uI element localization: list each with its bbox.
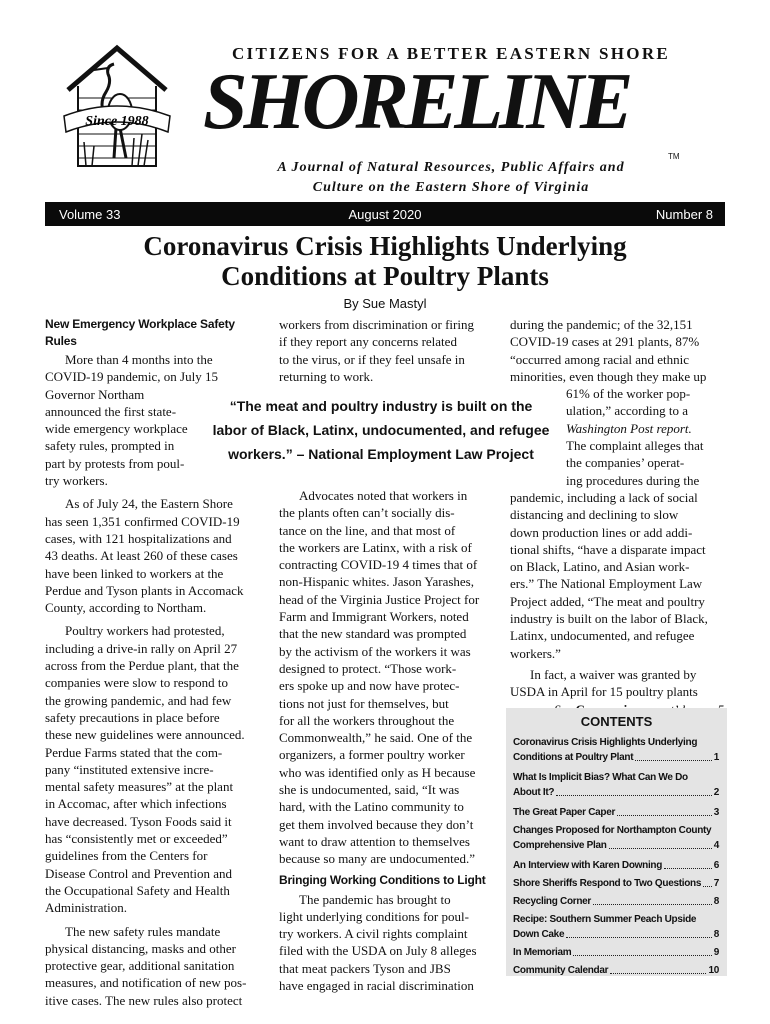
issue-volume: Volume 33 — [59, 207, 121, 222]
contents-item-title: About It? — [513, 787, 555, 798]
contents-item-row — [513, 894, 719, 909]
text-line: by the activism of the workers it was — [279, 643, 471, 659]
section-heading: Bringing Working Conditions to Light — [279, 872, 486, 887]
text-line: As of July 24, the Eastern Shore — [65, 496, 233, 512]
contents-item-row — [513, 876, 719, 891]
organization-name: CITIZENS FOR A BETTER EASTERN SHORE — [231, 44, 671, 63]
text-line: try workers. A civil rights complaint — [279, 926, 468, 942]
text-line: part by protests from poul- — [45, 455, 185, 471]
contents-item-title: Down Cake — [513, 929, 565, 940]
text-line: including a drive-in rally on April 27 — [45, 640, 238, 656]
contents-item-title: An Interview with Karen Downing — [513, 860, 663, 871]
text-line: returning to work. — [279, 368, 374, 384]
text-line: to the virus, or if they feel unsafe in — [279, 351, 465, 367]
contents-item[interactable] — [513, 912, 719, 942]
contents-page-number: 2 — [713, 787, 719, 798]
text-line: itive cases. The new rules also protect — [45, 992, 243, 1008]
text-line: pandemic, including a lack of social — [510, 489, 698, 505]
text-line: 43 deaths. At least 260 of these cases — [45, 548, 238, 564]
contents-page-number: 4 — [713, 840, 719, 851]
contents-page-number: 7 — [713, 878, 719, 889]
text-line: the companies’ operat- — [566, 455, 685, 471]
dot-leader — [635, 760, 711, 761]
contents-page-number: 8 — [713, 896, 719, 907]
text-line: safety rules, prompted in — [45, 438, 175, 454]
text-line: “occurred among racial and ethnic — [510, 351, 690, 367]
contents-item[interactable] — [513, 735, 719, 765]
section-heading: New Emergency Workplace Safety — [45, 317, 235, 331]
text-line: have engaged in racial discrimination — [279, 978, 474, 994]
contents-item-row — [513, 785, 719, 800]
text-line: head of the Virginia Justice Project for — [279, 591, 480, 607]
text-line: down production lines or add addi- — [510, 524, 693, 540]
trademark-mark: TM — [668, 152, 680, 161]
text-line: who was identified only as H because — [279, 764, 476, 780]
dot-leader — [664, 868, 712, 869]
issue-bar — [45, 202, 725, 226]
text-line: if they report any concerns related — [279, 334, 457, 350]
contents-page-number: 8 — [713, 929, 719, 940]
text-line: protective gear, additional sanitation — [45, 958, 235, 974]
text-line: Farm and Immigrant Workers, noted — [279, 609, 469, 625]
text-line: the growing pandemic, and had few — [45, 692, 232, 708]
text-line: that meat packers Tyson and JBS — [279, 960, 451, 976]
contents-item[interactable] — [513, 945, 719, 960]
text-line: The pandemic has brought to — [299, 891, 451, 907]
heron-emblem-icon — [62, 42, 172, 174]
contents-item-title: In Memoriam — [513, 947, 572, 958]
text-line: Governor Northam — [45, 386, 145, 402]
dot-leader — [617, 815, 712, 816]
text-line: Perdue Farms stated that the com- — [45, 744, 223, 760]
contents-page-number: 3 — [713, 807, 719, 818]
contents-item-row — [513, 750, 719, 765]
text-line: ing procedures during the — [566, 472, 700, 488]
pull-quote-line: workers.” – National Employment Law Project — [228, 446, 534, 462]
text-line: organizers, a former poultry worker — [279, 747, 465, 763]
text-line: Administration. — [45, 900, 127, 916]
text-line: workers.” — [510, 645, 561, 661]
text-line: for all the workers throughout the — [279, 712, 455, 728]
contents-list — [506, 735, 727, 978]
contents-item-row — [513, 838, 719, 853]
text-line: announced the first state- — [45, 403, 177, 419]
contents-item[interactable] — [513, 805, 719, 820]
contents-item-row — [513, 805, 719, 820]
text-line: that the new standard was prompted — [279, 626, 467, 642]
text-line: Poultry workers had protested, — [65, 623, 225, 639]
text-line: minorities, even though they make up — [510, 368, 707, 384]
contents-page-number: 6 — [713, 860, 719, 871]
text-line: Perdue and Tyson plants in Accomack — [45, 582, 244, 598]
text-line: across from the Perdue plant, that the — [45, 658, 239, 674]
text-line: industry is built on the labor of Black, — [510, 611, 708, 627]
text-line: mental safety measures” at the plant — [45, 779, 234, 795]
text-line: The complaint alleges that — [566, 438, 704, 454]
text-line: light underlying conditions for poul- — [279, 908, 469, 924]
headline-line-1: Coronavirus Crisis Highlights Underlying — [143, 231, 627, 261]
contents-item-row — [513, 927, 719, 942]
section-heading: Rules — [45, 334, 77, 348]
contents-item[interactable] — [513, 823, 719, 853]
pull-quote-line: labor of Black, Latinx, undocumented, and refugee — [212, 422, 550, 438]
text-line: non-Hispanic whites. Jason Yarashes, — [279, 574, 474, 590]
dot-leader — [556, 795, 712, 796]
text-line: companies were slow to respond to — [45, 675, 229, 691]
contents-item-row — [513, 963, 719, 978]
text-line: in Accomac, after which infections — [45, 796, 227, 812]
article-column-3 — [510, 316, 726, 718]
text-line: Commonwealth,” he said. One of the — [279, 730, 473, 746]
text-line: County, according to Northam. — [45, 600, 207, 616]
dot-leader — [566, 937, 712, 938]
text-line: Project added, “The meat and poultry — [510, 593, 705, 609]
contents-item-title: Conditions at Poultry Plant — [513, 752, 634, 763]
masthead-emblem — [62, 42, 172, 174]
text-line: has seen 1,351 confirmed COVID-19 — [45, 513, 240, 529]
text-line: during the pandemic; of the 32,151 — [510, 317, 693, 332]
text-line: hard, with the Latino community to — [279, 799, 464, 815]
contents-item[interactable] — [513, 876, 719, 891]
contents-item-row — [513, 945, 719, 960]
text-line: ulation,” according to a — [566, 403, 689, 419]
text-line: Advocates noted that workers in — [299, 488, 468, 503]
text-line: because so many are undocumented.” — [279, 851, 476, 867]
contents-item-title: What Is Implicit Bias? What Can We Do — [513, 772, 688, 783]
text-line: want to draw attention to themselves — [279, 833, 470, 849]
text-line: measures, and notification of new pos- — [45, 975, 247, 991]
text-line: get them involved because they don’t — [279, 816, 474, 832]
text-line: distancing and declining to slow — [510, 507, 679, 523]
text-line: contracting COVID-19 4 times that of — [279, 557, 478, 573]
text-line: More than 4 months into the — [65, 352, 213, 367]
text-line: these new guidelines were announced. — [45, 727, 245, 743]
text-line: tional shifts, “have a disparate impact — [510, 541, 706, 557]
contents-item[interactable] — [513, 963, 719, 978]
text-line: USDA in April for 15 poultry plants — [510, 684, 698, 700]
text-line: The new safety rules mandate — [65, 923, 221, 939]
text-line: workers from discrimination or firing — [279, 317, 474, 332]
article-column-2-top — [279, 316, 501, 385]
dot-leader — [610, 973, 706, 974]
contents-item-title: Community Calendar — [513, 965, 609, 976]
emblem-text: Since 1988 — [85, 114, 149, 129]
contents-page-number: 10 — [708, 965, 719, 976]
contents-item-title: Changes Proposed for Northampton County — [513, 825, 712, 836]
contents-item-title: Recipe: Southern Summer Peach Upside — [513, 914, 697, 925]
text-line: cases, with 121 hospitalizations and — [45, 530, 232, 546]
contents-item[interactable] — [513, 894, 719, 909]
text-line: physical distancing, masks and other — [45, 940, 236, 956]
contents-item-title: Recycling Corner — [513, 896, 592, 907]
text-line: she is undocumented, said, “It was — [279, 782, 460, 798]
contents-page-number: 9 — [713, 947, 719, 958]
contents-item-title: Shore Sheriffs Respond to Two Questions — [513, 878, 702, 889]
contents-item[interactable] — [513, 858, 719, 873]
contents-item-title: Comprehensive Plan — [513, 840, 607, 851]
article-column-2 — [279, 487, 501, 994]
contents-page-number: 1 — [713, 752, 719, 763]
contents-title: CONTENTS — [580, 714, 653, 729]
issue-date: August 2020 — [348, 207, 422, 222]
text-line: try workers. — [45, 473, 108, 489]
contents-item-title: Coronavirus Crisis Highlights Underlying — [513, 737, 698, 748]
byline: By Sue Mastyl — [343, 296, 427, 311]
dot-leader — [593, 904, 712, 905]
text-line: has “consistently met or exceeded” — [45, 831, 228, 847]
contents-item-title: The Great Paper Caper — [513, 807, 616, 818]
text-line: Washington Post report. — [566, 420, 692, 436]
text-line: the Occupational Safety and Health — [45, 882, 230, 898]
text-line: tions not just for themselves, but — [279, 695, 449, 711]
tagline-line-1: A Journal of Natural Resources, Public Affairs and — [277, 160, 625, 175]
pull-quote — [200, 394, 562, 466]
dot-leader — [609, 848, 712, 849]
text-line: have been linked to workers at the — [45, 565, 224, 581]
headline-line-2: Conditions at Poultry Plants — [221, 261, 549, 291]
text-line: ers spoke up and now have protec- — [279, 678, 460, 694]
text-line: the workers are Latinx, with a risk of — [279, 539, 472, 555]
text-line: guidelines from the Centers for — [45, 848, 208, 864]
text-line: Disease Control and Prevention and — [45, 865, 233, 881]
dot-leader — [573, 955, 711, 956]
issue-number: Number 8 — [655, 207, 713, 222]
text-line: COVID-19 cases at 291 plants, 87% — [510, 334, 700, 350]
text-line: filed with the USDA on July 8 alleges — [279, 943, 477, 959]
text-line: designed to protect. “Those work- — [279, 660, 457, 676]
text-line: Latinx, undocumented, and refugee — [510, 628, 695, 644]
publication-title: SHORELINE — [203, 58, 630, 146]
text-line: have decreased. Tyson Foods said it — [45, 813, 232, 829]
contents-item[interactable] — [513, 770, 719, 800]
text-line: on Black, Latino, and Asian work- — [510, 559, 690, 575]
text-line: COVID-19 pandemic, on July 15 — [45, 369, 218, 385]
text-line: pany “instituted extensive incre- — [45, 761, 214, 777]
text-line: safety precautions in place before — [45, 709, 220, 725]
tagline-line-2: Culture on the Eastern Shore of Virginia — [312, 180, 590, 195]
text-line: In fact, a waiver was granted by — [530, 666, 697, 682]
dot-leader — [703, 886, 712, 887]
contents-box — [506, 708, 727, 976]
contents-item-row — [513, 858, 719, 873]
text-line: 61% of the worker pop- — [566, 386, 691, 402]
text-line: wide emergency workplace — [45, 421, 188, 437]
text-line: tance on the line, and that most of — [279, 522, 456, 538]
text-line: ers.” The National Employment Law — [510, 576, 703, 592]
text-line: the plants often can’t socially dis- — [279, 505, 455, 521]
pull-quote-line: “The meat and poultry industry is built on the — [229, 398, 533, 414]
